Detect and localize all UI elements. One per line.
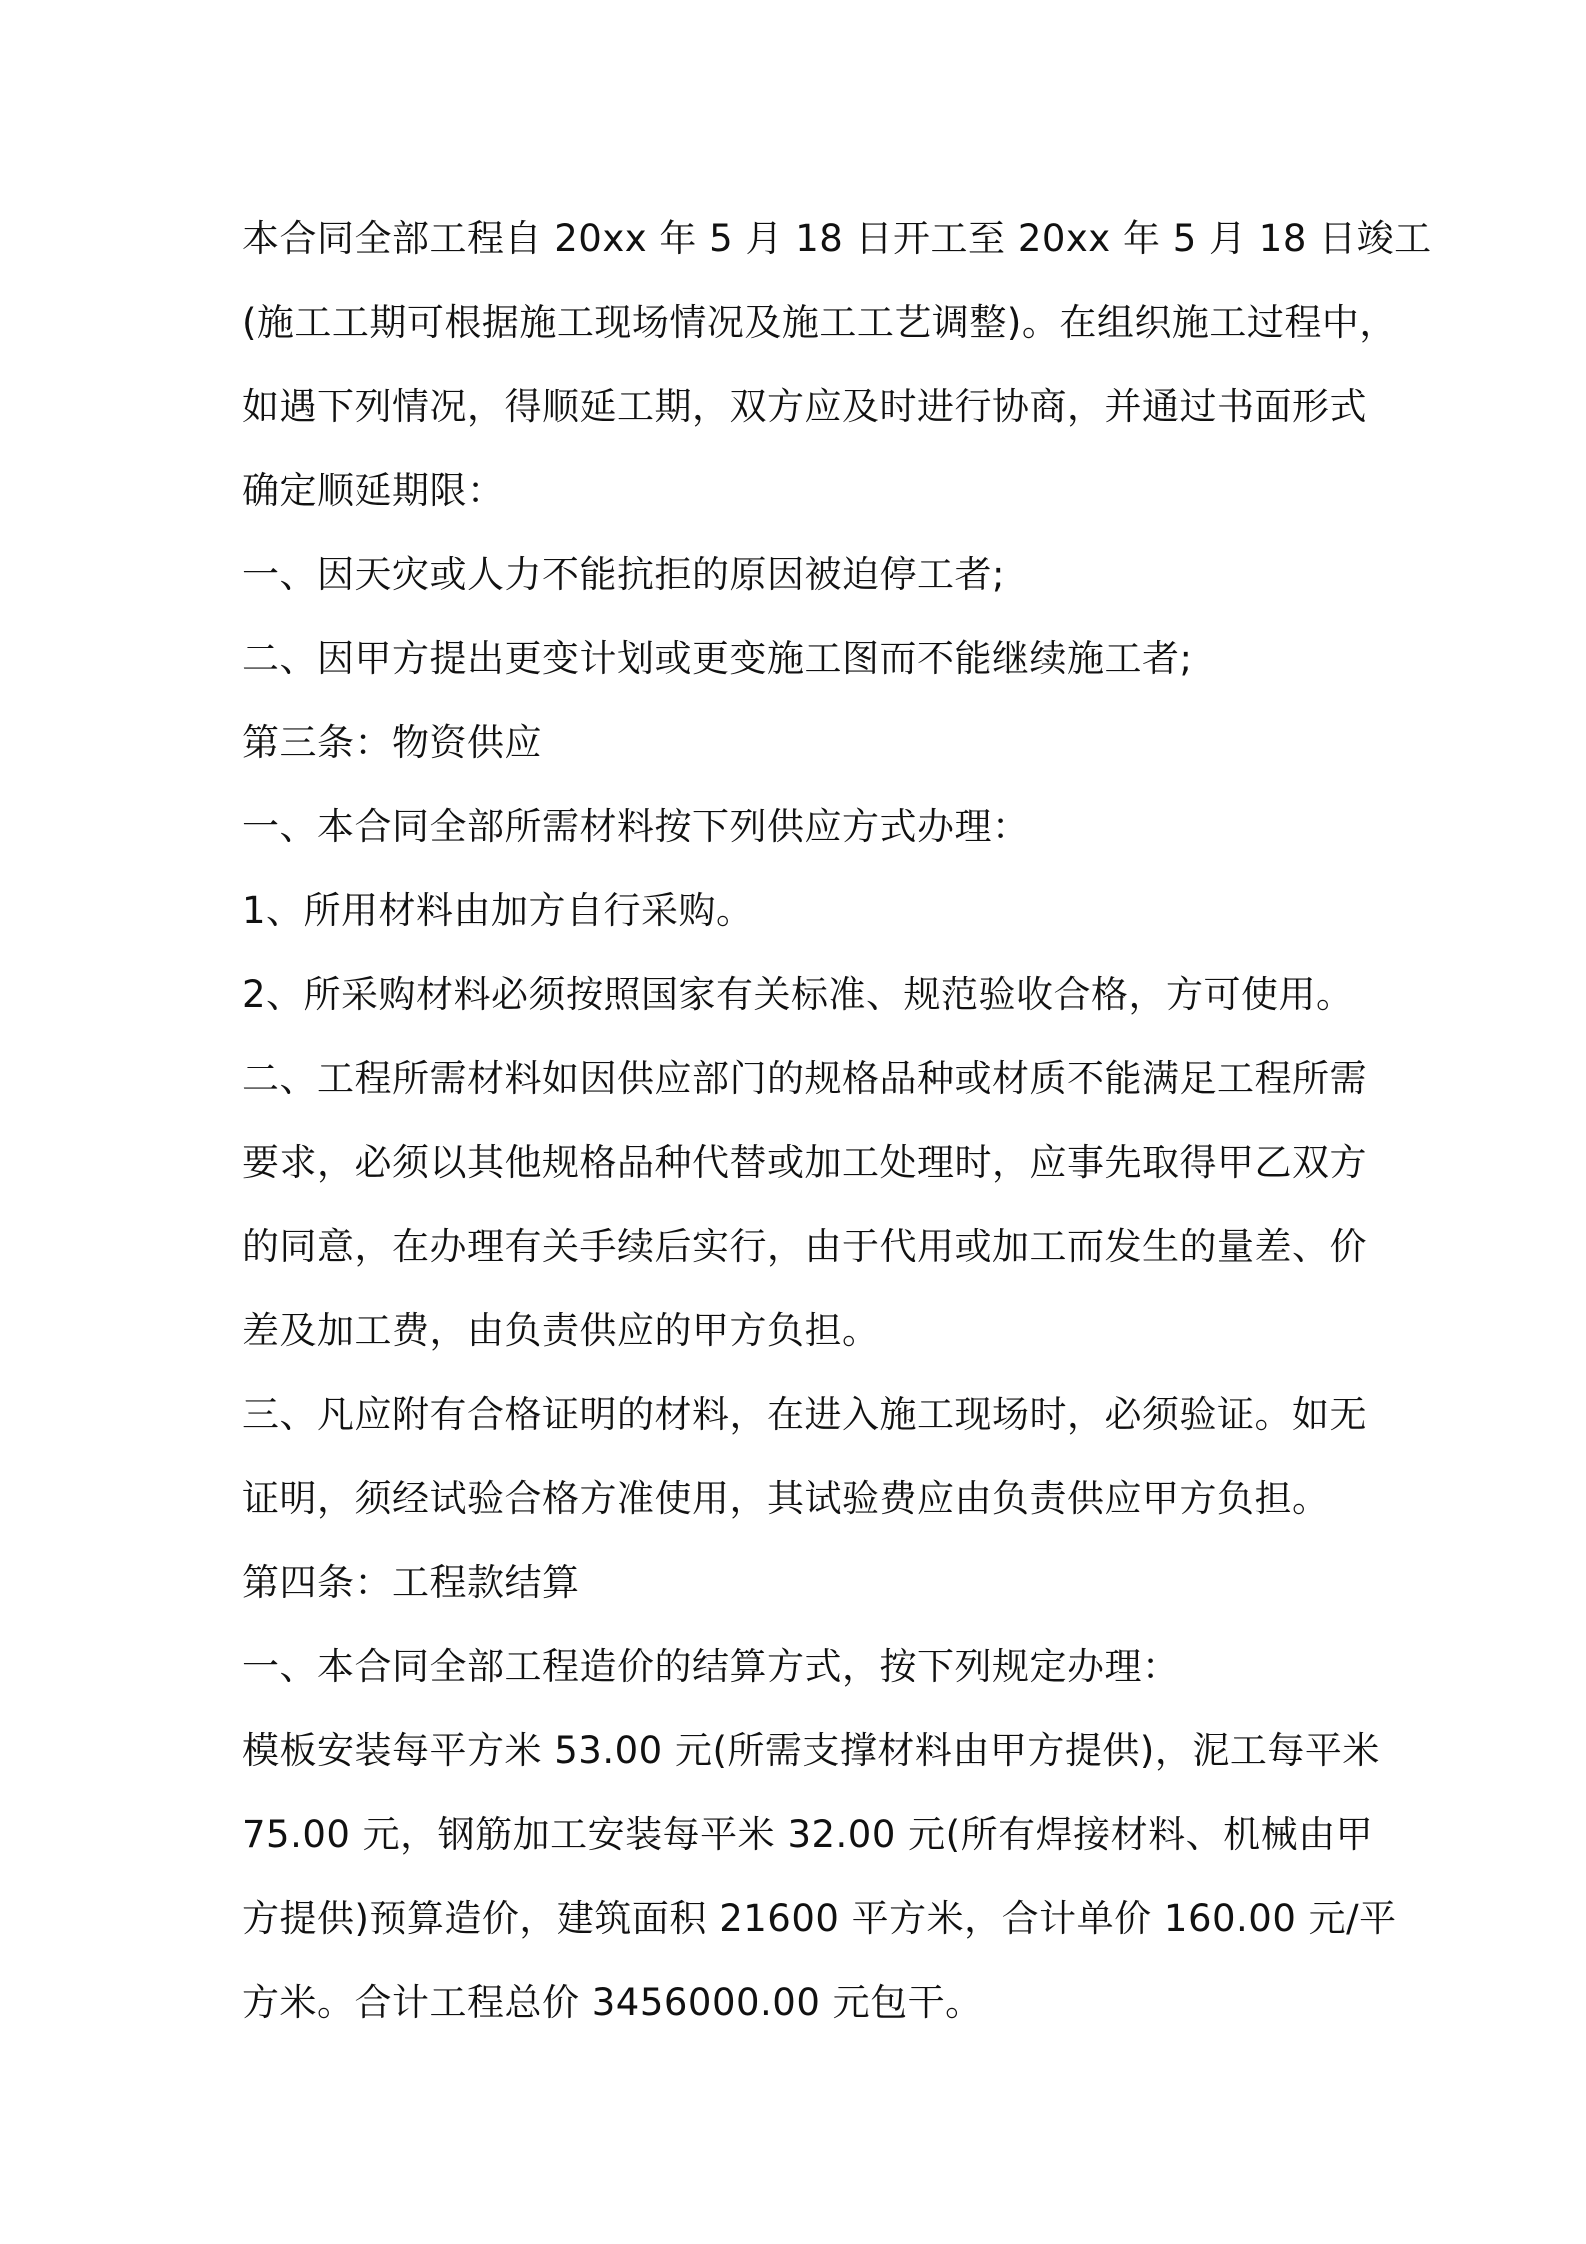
text-line: 差及加工费，由负责供应的甲方负担。 xyxy=(242,1309,880,1352)
text-line: 证明，须经试验合格方准使用，其试验费应由负责供应甲方负担。 xyxy=(242,1477,1330,1520)
clause-item: 二、因甲方提出更变计划或更变施工图而不能继续施工者; xyxy=(242,637,1193,680)
text-line: 75.00 元，钢筋加工安装每平米 32.00 元(所有焊接材料、机械由甲 xyxy=(242,1813,1374,1856)
text-line: 要求，必须以其他规格品种代替或加工处理时，应事先取得甲乙双方 xyxy=(242,1141,1367,1184)
text-line: 如遇下列情况，得顺延工期，双方应及时进行协商，并通过书面形式 xyxy=(242,385,1367,428)
section-heading: 第四条：工程款结算 xyxy=(242,1561,580,1604)
sub-item: 2、所采购材料必须按照国家有关标准、规范验收合格，方可使用。 xyxy=(242,973,1354,1016)
section-heading: 第三条：物资供应 xyxy=(242,721,542,764)
clause-item: 一、因天灾或人力不能抗拒的原因被迫停工者; xyxy=(242,553,1005,596)
clause-item: 一、本合同全部工程造价的结算方式，按下列规定办理： xyxy=(242,1645,1180,1688)
text-line: 的同意，在办理有关手续后实行，由于代用或加工而发生的量差、价 xyxy=(242,1225,1367,1268)
sub-item: 1、所用材料由加方自行采购。 xyxy=(242,889,754,932)
text-line: 方米。合计工程总价 3456000.00 元包干。 xyxy=(242,1981,983,2024)
document-body xyxy=(242,197,1432,2045)
text-line: 确定顺延期限： xyxy=(242,469,505,512)
text-line: 本合同全部工程自 20xx 年 5 月 18 日开工至 20xx 年 5 月 18 日竣工 xyxy=(242,217,1432,260)
text-line: 模板安装每平方米 53.00 元(所需支撑材料由甲方提供)，泥工每平米 xyxy=(242,1729,1380,1772)
text-line: (施工工期可根据施工现场情况及施工工艺调整)。在组织施工过程中， xyxy=(242,301,1397,344)
text-line: 方提供)预算造价，建筑面积 21600 平方米，合计单价 160.00 元/平 xyxy=(242,1897,1397,1940)
clause-item: 二、工程所需材料如因供应部门的规格品种或材质不能满足工程所需 xyxy=(242,1057,1367,1100)
clause-item: 一、本合同全部所需材料按下列供应方式办理： xyxy=(242,805,1030,848)
clause-item: 三、凡应附有合格证明的材料，在进入施工现场时，必须验证。如无 xyxy=(242,1393,1367,1436)
